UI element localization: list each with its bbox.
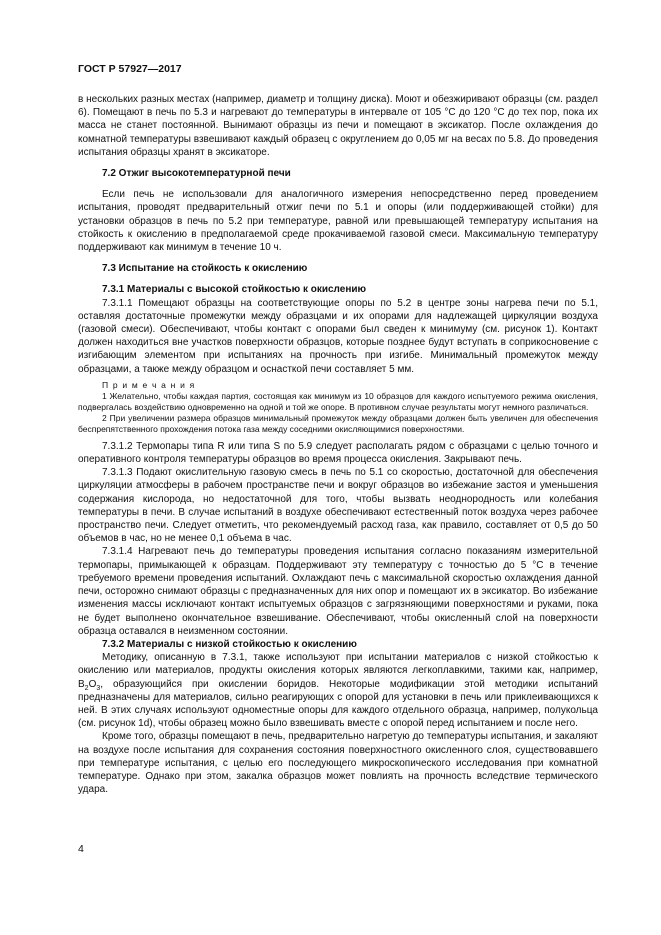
- section-7-3-heading: 7.3 Испытание на стойкость к окислению: [102, 263, 308, 275]
- document-header: ГОСТ Р 57927—2017: [78, 63, 182, 75]
- paragraph-7-3-1-3: 7.3.1.3 Подают окислительную газовую смесь в печь по 5.1 со скоростью, достаточной для обеспечения циркуляции атмосферы в рабочем пространстве печи и вокруг образцов во избежание застоя и уменьшения содержания кислорода, но недостаточной для того, чтобы вызвать неоднородность или колебания температуры в печи. В случае испытаний в воздухе обеспечивают естественный поток воздуха через рабочее пространство печи. Следует отметить, что рекомендуемый расход газа, как правило, составляет от 0,5 до 50 объемов в час, но не менее 0,1 объема в час.: [78, 467, 598, 545]
- paragraph-text-part: O: [88, 678, 97, 690]
- note-1: 1 Желательно, чтобы каждая партия, состоящая как минимум из 10 образцов для каждого испытуемого режима окисления, подвергалась воздействию одновременно на одной и той же опоре. В противном случае результаты могут немного различаться.: [78, 390, 598, 412]
- paragraph-7-3-1-2: 7.3.1.2 Термопары типа R или типа S по 5.9 следует располагать рядом с образцами с целью точного и оперативного контроля температуры образцов во время процесса окисления. Закрывают печь.: [78, 440, 598, 466]
- paragraph-7-3-2-1: [78, 651, 598, 730]
- section-7-3-2-heading: 7.3.2 Материалы с низкой стойкостью к окислению: [102, 638, 357, 650]
- document-body: [78, 93, 598, 796]
- notes-heading: П р и м е ч а н и я: [102, 379, 196, 390]
- note-2: 2 При увеличении размера образцов минимальный промежуток между образцами должен быть увеличен для обеспечения беспрепятственного прохождения потока газа между соседними окисляющимися поверхностями.: [78, 412, 598, 434]
- paragraph-7-3-1-1: 7.3.1.1 Помещают образцы на соответствующие опоры по 5.2 в центре зоны нагрева печи по 5.1, оставляя достаточные промежутки между образцами и их опорами для надлежащей циркуляции воздуха (газовой смеси). Обеспечивают, чтобы контакт с опорами был сведен к минимуму (см. рисунок 1). Контакт должен находиться вне участков поверхности образцов, которые позднее будут вступать в соприкосновение с изгибающим элементом при испытаниях на прочность при изгибе. Минимальный промежуток между образцами, а также между образцом и оснасткой печи составляет 5 мм.: [78, 297, 598, 375]
- subscript: 3: [96, 684, 101, 692]
- subscript: 2: [84, 684, 89, 692]
- paragraph-text-part: , образующийся при окислении боридов. Некоторые модификации этой методики испытаний предназначены для материалов, сильно реагирующих с опорой для установки в печь или приклеивающихся к ней. В этих случаях используют одноместные опоры для каждого отдельного образца, например, полукольца (см. рисунок 1d), чтобы образец можно было взвешивать вместе с опорой перед испытанием и после него.: [78, 678, 598, 730]
- section-7-2-text: Если печь не использовали для аналогичного измерения непосредственно перед проведением испытания, проводят предварительный отжиг печи по 5.1 и опоры (или поддерживающей стойки) для установки образцов в печь по 5.2 при температуре, равной или превышающей температуру испытания на стойкость к окислению в предполагаемой среде прокачиваемой газовой смеси. Максимальную температуру поддерживают как минимум в течение 10 ч.: [78, 189, 598, 254]
- paragraph-text-part: Методику, описанную в 7.3.1, также используют при испытании материалов с низкой стойкостью к окислению или материалов, продукты окисления которых являются легкоплавкими, такими как, например, B: [78, 652, 598, 690]
- page-number: 4: [78, 843, 84, 855]
- section-7-3-1-heading: 7.3.1 Материалы с высокой стойкостью к окислению: [102, 284, 367, 296]
- section-7-2-heading: 7.2 Отжиг высокотемпературной печи: [102, 168, 291, 180]
- paragraph-7-3-1-4: 7.3.1.4 Нагревают печь до температуры проведения испытания согласно показаниям измерительной термопары, примыкающей к образцам. Поддерживают эту температуру с точностью до 5 °С в течение требуемого времени проведения испытаний. Охлаждают печь с максимальной скоростью охлаждения данной печи, осторожно снимают образцы с предназначенных для них опор и помещают их в эксикатор. Во избежание изменения массы исключают контакт испытуемых образцов с загрязняющими поверхностями и руками, пока не будет выполнено окончательное взвешивание. Обеспечивают, чтобы окисленный слой на поверхности образца оставался в неизменном состоянии.: [78, 546, 598, 637]
- intro-paragraph: в нескольких разных местах (например, диаметр и толщину диска). Моют и обезжиривают образцы (см. раздел 6). Помещают в печь по 5.3 и нагревают до температуры в интервале от 105 °С до 120 °С до тех пор, пока их масса не станет постоянной. Вынимают образцы из печи и помещают в эксикатор. После охлаждения до комнатной температуры взвешивают каждый образец с округлением до 0,05 мг на весах по 5.8. До проведения испытания образцы хранят в эксикаторе.: [78, 94, 598, 158]
- paragraph-7-3-2-2: Кроме того, образцы помещают в печь, предварительно нагретую до температуры испытания, и закаляют на воздухе после испытания для сохранения состояния поверхностного окисленного слоя, существовавшего при температуре испытания, с целью его последующего микроскопического исследования при комнатной температуре. Однако при этом, закалка образцов может повлиять на прочность вследствие термического удара.: [78, 731, 598, 796]
